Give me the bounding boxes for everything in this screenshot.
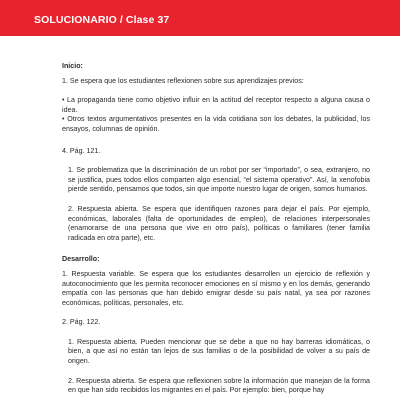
- document-body: [62, 62, 370, 396]
- inicio-bullet-2: • Otros textos argumentativos presentes en la vida cotidiana son los debates, la publicidad, los ensayos, columnas de opinión.: [62, 115, 370, 133]
- page-title: SOLUCIONARIO / Clase 37: [34, 14, 170, 26]
- section-heading-inicio: Inicio:: [62, 62, 83, 70]
- desarrollo-item-2: 2. Pág. 122.: [62, 318, 101, 327]
- desarrollo-item-1: 1. Respuesta variable. Se espera que los estudiantes desarrollen un ejercicio de reflexión y autoconocimiento que les permita reconocer emociones en sí mismo y en los demás, generando empatía con las personas que han debido emigrar desde su país natal, ya sea por razones económicas, políticas, personales, etc.: [62, 269, 370, 307]
- inicio-item-4-1: 1. Se problematiza que la discriminación de un robot por ser “importado”, o sea, extranjero, no se justifica, pues todos ellos comparten algo esencial, “el sistema operativo”. Así, la xenofobia pierde sentido, pensamos que todos, sin que importe nuestro lugar de origen, somos humanos.: [68, 166, 370, 194]
- inicio-bullet-1: • La propaganda tiene como objetivo influir en la actitud del receptor respecto a alguna causa o idea.: [62, 96, 370, 114]
- inicio-item-4: 4. Pág. 121.: [62, 146, 101, 155]
- header-bar: [0, 0, 400, 36]
- section-heading-desarrollo: Desarrollo:: [62, 255, 100, 264]
- desarrollo-item-2-1: 1. Respuesta abierta. Pueden mencionar que se debe a que no hay barreras idiomáticas, o bien, a que así no están tan lejos de sus familias o de la posibilidad de volver a su país de origen.: [68, 337, 370, 366]
- inicio-item-4-2: 2. Respuesta abierta. Se espera que identifiquen razones para dejar el país. Por ejemplo, económicas, laborales (falta de oportunidades de empleo), de relaciones interpersonales (enamorarse de una persona que vive en otro país), políticas o familiares (tener familia radicada en otra parte), etc.: [68, 204, 370, 242]
- inicio-item-1: 1. Se espera que los estudiantes reflexionen sobre sus aprendizajes previos:: [62, 76, 304, 85]
- desarrollo-item-2-2: 2. Respuesta abierta. Se espera que reflexionen sobre la información que manejan de la forma en que han sido recibidos los migrantes en el país. Por ejemplo: bien, porque hay: [68, 376, 370, 395]
